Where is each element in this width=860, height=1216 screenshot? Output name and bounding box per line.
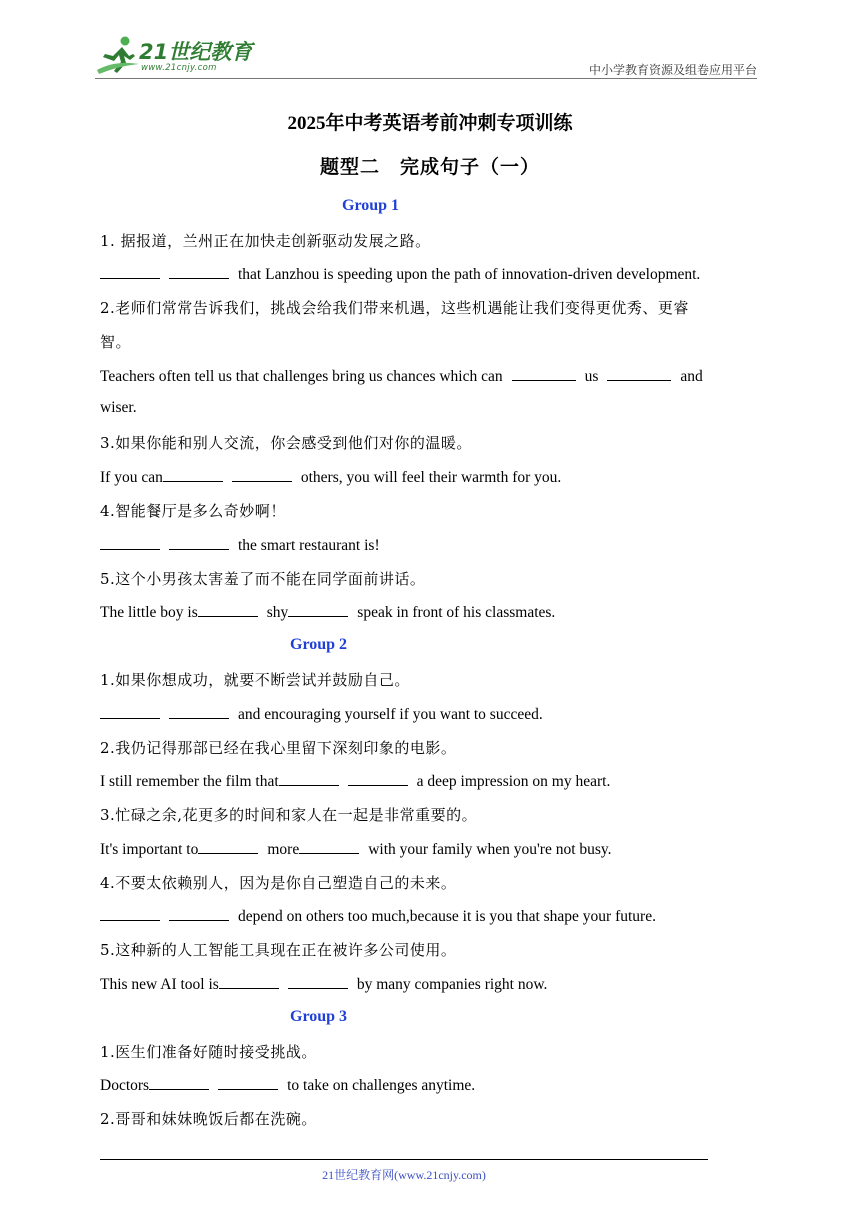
- page-header: [95, 34, 757, 80]
- answer-blank[interactable]: [169, 906, 229, 921]
- question-en: If you can others, you will feel their warmth for you.: [100, 469, 562, 486]
- answer-blank[interactable]: [100, 535, 160, 550]
- question-en: Teachers often tell us that challenges bring us chances which can us and: [100, 368, 703, 385]
- question-zh: 4.智能餐厅是多么奇妙啊！: [100, 502, 286, 520]
- question-en: I still remember the film that a deep impression on my heart.: [100, 773, 611, 790]
- question-en: and encouraging yourself if you want to succeed.: [100, 704, 543, 724]
- question-zh: 2.老师们常常告诉我们，挑战会给我们带来机遇，这些机遇能让我们变得更优秀、更睿: [100, 299, 689, 317]
- footer-text: 21世纪教育网(www.21cnjy.com): [322, 1168, 486, 1182]
- answer-blank[interactable]: [149, 1075, 209, 1090]
- question-en: It's important to more with your family when you're not busy.: [100, 841, 612, 858]
- answer-blank[interactable]: [198, 839, 258, 854]
- answer-blank[interactable]: [100, 906, 160, 921]
- question-en-continued: wiser.: [100, 399, 137, 416]
- question-zh: 3.忙碌之余,花更多的时间和家人在一起是非常重要的。: [100, 806, 478, 824]
- site-logo: [95, 34, 265, 76]
- question-en: This new AI tool is by many companies right now.: [100, 976, 548, 993]
- answer-blank[interactable]: [169, 535, 229, 550]
- question-zh: 2.哥哥和妹妹晚饭后都在洗碗。: [100, 1110, 317, 1128]
- group-heading: Group 1: [342, 197, 400, 214]
- answer-blank[interactable]: [163, 467, 223, 482]
- runner-logo-icon: [95, 34, 141, 76]
- footer-divider: [100, 1159, 708, 1160]
- question-zh: 4.不要太依赖别人，因为是你自己塑造自己的未来。: [100, 874, 457, 892]
- header-divider: [95, 78, 757, 79]
- answer-blank[interactable]: [100, 264, 160, 279]
- answer-blank[interactable]: [100, 704, 160, 719]
- question-en: the smart restaurant is!: [100, 535, 380, 555]
- answer-blank[interactable]: [169, 264, 229, 279]
- question-en: depend on others too much,because it is you that shape your future.: [100, 906, 656, 926]
- question-en: The little boy is shy speak in front of his classmates.: [100, 604, 556, 621]
- answer-blank[interactable]: [607, 366, 671, 381]
- question-zh: 1.如果你想成功，就要不断尝试并鼓励自己。: [100, 671, 410, 689]
- answer-blank[interactable]: [169, 704, 229, 719]
- question-zh: 2.我仍记得那部已经在我心里留下深刻印象的电影。: [100, 739, 457, 757]
- document-title: 2025年中考英语考前冲刺专项训练: [287, 113, 573, 134]
- question-zh: 1. 据报道，兰州正在加快走创新驱动发展之路。: [100, 232, 431, 250]
- question-zh: 5.这种新的人工智能工具现在正在被许多公司使用。: [100, 941, 457, 959]
- question-en: that Lanzhou is speeding upon the path of innovation-driven development.: [100, 264, 700, 284]
- question-zh: 1.医生们准备好随时接受挑战。: [100, 1043, 317, 1061]
- group-heading: Group 3: [290, 1008, 348, 1025]
- question-zh-continued: 智。: [100, 333, 132, 351]
- answer-blank[interactable]: [288, 974, 348, 989]
- document-subtitle: 题型二 完成句子（一）: [319, 157, 540, 178]
- answer-blank[interactable]: [348, 771, 408, 786]
- answer-blank[interactable]: [219, 974, 279, 989]
- answer-blank[interactable]: [512, 366, 576, 381]
- answer-blank[interactable]: [299, 839, 359, 854]
- question-en: Doctors to take on challenges anytime.: [100, 1077, 476, 1094]
- answer-blank[interactable]: [218, 1075, 278, 1090]
- group-heading: Group 2: [290, 636, 348, 653]
- answer-blank[interactable]: [288, 602, 348, 617]
- answer-blank[interactable]: [232, 467, 292, 482]
- question-zh: 3.如果你能和别人交流，你会感受到他们对你的温暖。: [100, 434, 472, 452]
- logo-text: 21世纪教育: [139, 40, 253, 64]
- header-platform-text: 中小学教育资源及组卷应用平台: [588, 63, 757, 77]
- question-zh: 5.这个小男孩太害羞了而不能在同学面前讲话。: [100, 570, 426, 588]
- logo-url: www.21cnjy.com: [141, 63, 217, 73]
- answer-blank[interactable]: [279, 771, 339, 786]
- answer-blank[interactable]: [198, 602, 258, 617]
